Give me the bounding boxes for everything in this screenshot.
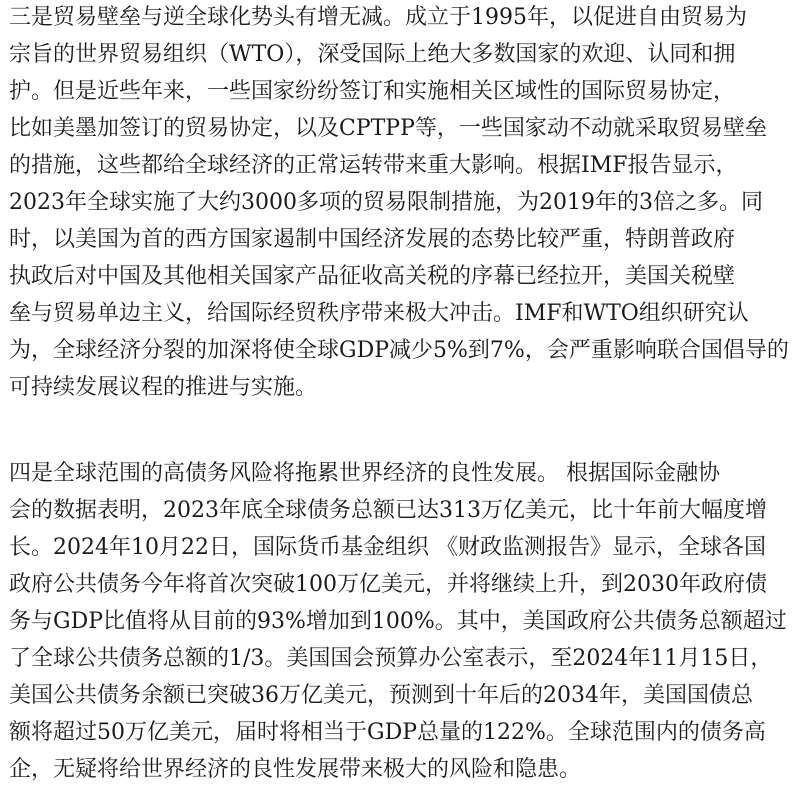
text-line: 四是全球范围的高债务风险将拖累世界经济的良性发展。 根据国际金融协 (9, 461, 720, 486)
text-line: 2023年全球实施了大约3000多项的贸易限制措施，为2019年的3倍之多。同 (9, 190, 763, 215)
text-line: 宗旨的世界贸易组织（WTO），深受国际上绝大多数国家的欢迎、认同和拥 (9, 42, 736, 67)
text-line: 了全球公共债务总额的1/3。美国国会预算办公室表示，至2024年11月15日， (9, 646, 773, 671)
text-line: 三是贸易壁垒与逆全球化势头有增无减。成立于1995年，以促进自由贸易为 (9, 5, 747, 30)
text-line: 为，全球经济分裂的加深将使全球GDP减少5%到7%，会严重影响联合国倡导的 (9, 338, 789, 363)
text-line: 垒与贸易单边主义，给国际经贸秩序带来极大冲击。IMF和WTO组织研究认 (9, 301, 749, 326)
text-line: 时，以美国为首的西方国家遏制中国经济发展的态势比较严重，特朗普政府 (9, 227, 736, 252)
text-line: 会的数据表明，2023年底全球债务总额已达313万亿美元，比十年前大幅度增 (9, 498, 767, 523)
text-line: 务与GDP比值将从目前的93%增加到100%。其中，美国政府公共债务总额超过 (9, 609, 787, 634)
text-line: 长。2024年10月22日，国际货币基金组织 《财政监测报告》显示，全球各国 (9, 535, 766, 560)
text-line: 额将超过50万亿美元，届时将相当于GDP总量的122%。全球范围内的债务高 (9, 720, 766, 745)
text-line: 政府公共债务今年将首次突破100万亿美元，并将继续上升，到2030年政府债 (9, 572, 767, 597)
text-line: 美国公共债务余额已突破36万亿美元，预测到十年后的2034年，美国国债总 (9, 683, 753, 708)
text-line: 护。但是近些年来，一些国家纷纷签订和实施相关区域性的国际贸易协定， (9, 79, 736, 104)
text-line: 企，无疑将给世界经济的良性发展带来极大的风险和隐患。 (9, 757, 582, 782)
text-line: 比如美墨加签订的贸易协定，以及CPTPP等，一些国家动不动就采取贸易壁垒 (9, 116, 767, 141)
text-line: 可持续发展议程的推进与实施。 (9, 375, 318, 400)
text-line: 执政后对中国及其他相关国家产品征收高关税的序幕已经拉开，美国关税壁 (9, 264, 736, 289)
text-line: 的措施，这些都给全球经济的正常运转带来重大影响。根据IMF报告显示， (9, 153, 738, 178)
